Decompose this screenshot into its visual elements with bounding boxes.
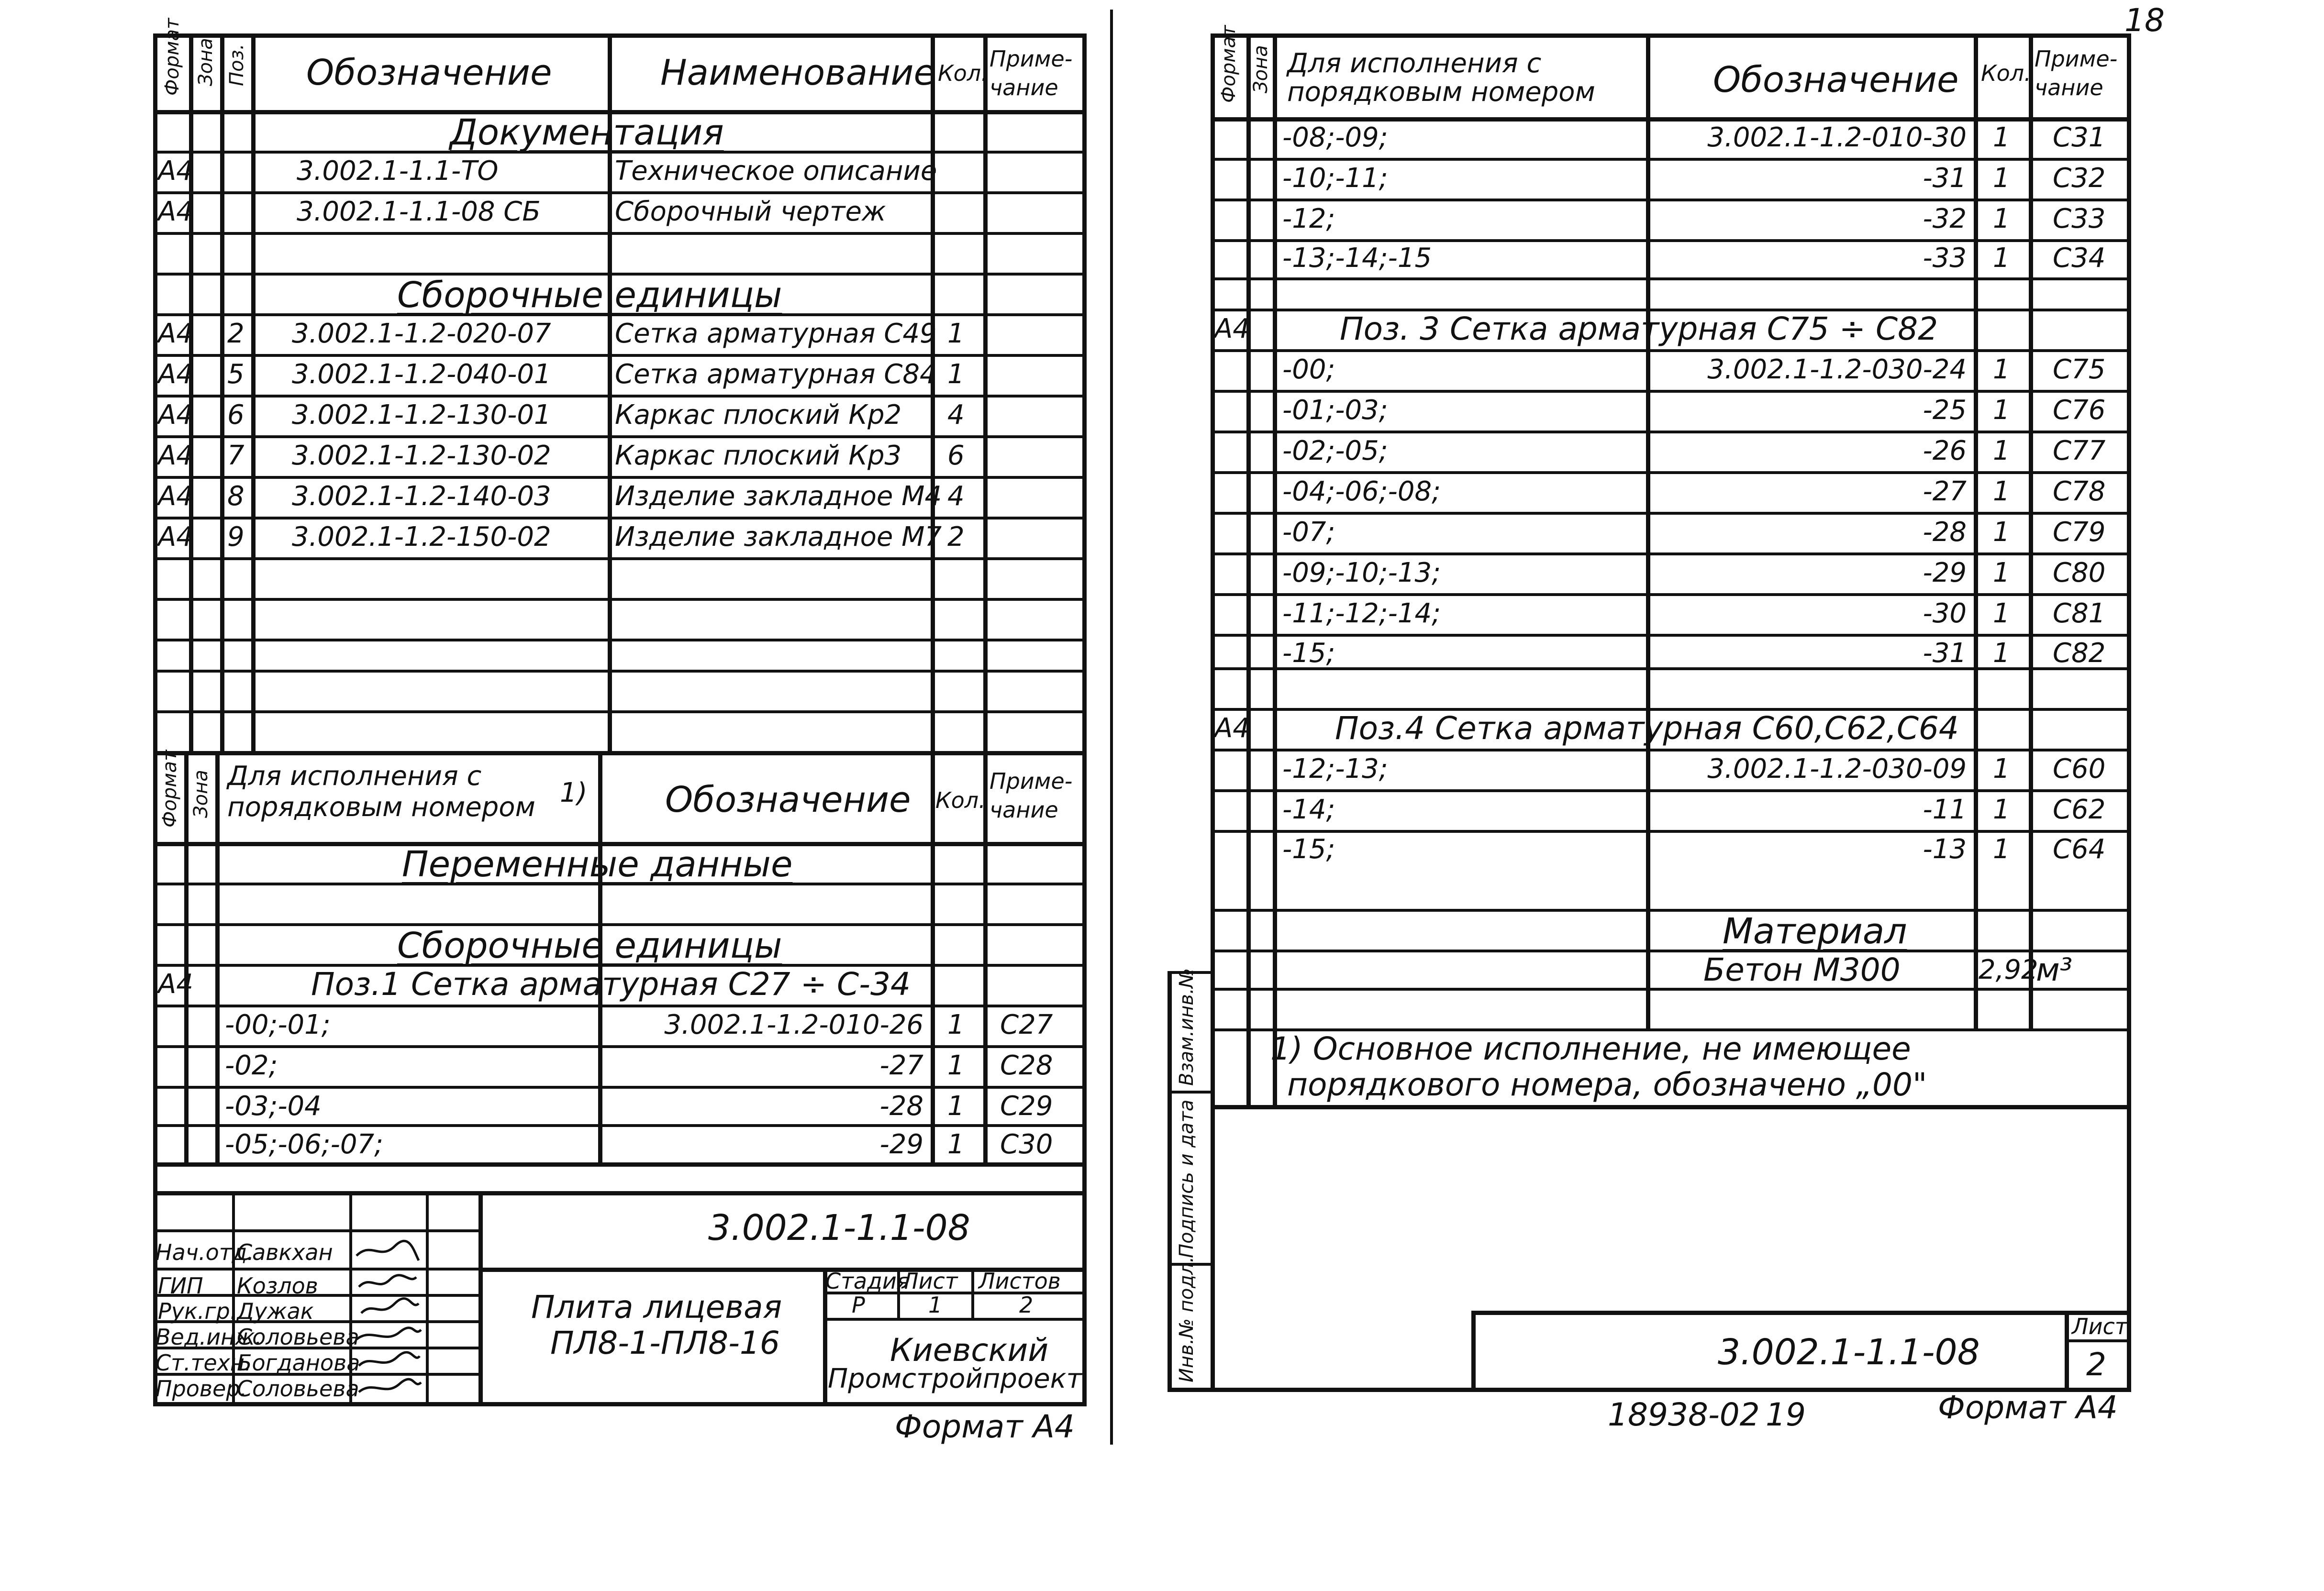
material-qty: 2,92 (1979, 954, 2038, 985)
signatures (352, 1232, 423, 1404)
stage-value: Р (852, 1292, 865, 1318)
header-note-2: чание (990, 75, 1058, 100)
bottom-number: 19 (1766, 1396, 1806, 1433)
section-assembly: Сборочные единицы (397, 275, 782, 316)
header-name: Наименование (660, 52, 936, 93)
format-label-left: Формат А4 (895, 1408, 1075, 1445)
r-header-note-2: чание (2035, 75, 2103, 100)
title-name-2: ПЛ8-1-ПЛ8-16 (550, 1325, 780, 1361)
header2-format: Формат (159, 750, 181, 828)
org-2: Промстройпроект (828, 1363, 1082, 1394)
material-unit: м³ (2036, 951, 2073, 988)
sheet-value: 1 (928, 1292, 943, 1318)
r-header-format: Формат (1218, 25, 1240, 103)
footer-code: 3.002.1-1.1-08 (1718, 1332, 1980, 1373)
material-title: Материал (1723, 911, 1907, 952)
section-assembly-2: Сборочные единицы (397, 925, 782, 966)
pos4-format: А4 (1214, 713, 1250, 744)
r-header-designation: Обозначение (1713, 59, 1959, 100)
fold-line (1110, 10, 1113, 1445)
pos1-title: Поз.1 Сетка арматурная С27 ÷ С-34 (311, 966, 911, 1003)
title-code: 3.002.1-1.1-08 (708, 1207, 970, 1248)
header2-zone: Зона (190, 770, 212, 818)
section-variable: Переменные данные (402, 844, 793, 885)
title-name-1: Плита лицевая (531, 1289, 782, 1326)
pos1-format: А4 (158, 969, 193, 1000)
header-qty: Кол. (938, 60, 988, 86)
header2-note-2: чание (990, 797, 1058, 823)
header-zone: Зона (195, 38, 217, 86)
side-label-inventory: Инв.№ подл. (1176, 1256, 1198, 1382)
footnote-line-2: порядкового номера, обозначено „00" (1287, 1066, 1927, 1103)
pos4-title: Поз.4 Сетка арматурная С60,С62,С64 (1335, 710, 1959, 747)
footnote-mark: 1) (560, 777, 588, 808)
footer-sheet-header: Лист (2072, 1314, 2128, 1339)
header2-exec-1: Для исполнения с (227, 761, 482, 792)
r-header-qty: Кол. (1981, 60, 2031, 86)
sheet-header: Лист (902, 1268, 958, 1294)
format-label-right: Формат А4 (1938, 1389, 2118, 1426)
pos3-format: А4 (1214, 313, 1250, 344)
r-header-zone: Зона (1250, 45, 1272, 93)
header-format: Формат (161, 18, 183, 96)
header-pos: Поз. (226, 44, 248, 86)
sheets-header: Листов (979, 1268, 1061, 1294)
org-1: Киевский (890, 1332, 1049, 1369)
side-label-signature: Подпись и дата (1176, 1099, 1198, 1258)
header2-note-1: Приме- (990, 768, 1073, 794)
stage-header: Стадия (825, 1268, 910, 1294)
header2-qty: Кол. (935, 787, 986, 813)
r-header-exec-1: Для исполнения с (1287, 48, 1542, 79)
header-designation: Обозначение (306, 52, 552, 93)
footnote-line-1: 1) Основное исполнение, не имеющее (1270, 1030, 1911, 1067)
section-documentation: Документация (450, 112, 724, 153)
sheets-value: 2 (1019, 1292, 1034, 1318)
header-note-1: Приме- (990, 46, 1073, 72)
footer-sheet-value: 2 (2086, 1346, 2106, 1383)
header2-exec-2: порядковым номером (227, 792, 535, 823)
header2-designation: Обозначение (665, 779, 911, 820)
page-number: 18 (2124, 2, 2165, 39)
r-header-note-1: Приме- (2035, 46, 2118, 72)
bottom-order-number: 18938-02 (1608, 1396, 1760, 1433)
pos3-title: Поз. 3 Сетка арматурная С75 ÷ С82 (1340, 310, 1938, 347)
r-header-exec-2: порядковым номером (1287, 77, 1595, 108)
side-label-replace: Взам.инв.№ (1176, 968, 1198, 1086)
material-name: Бетон М300 (1703, 951, 1901, 988)
